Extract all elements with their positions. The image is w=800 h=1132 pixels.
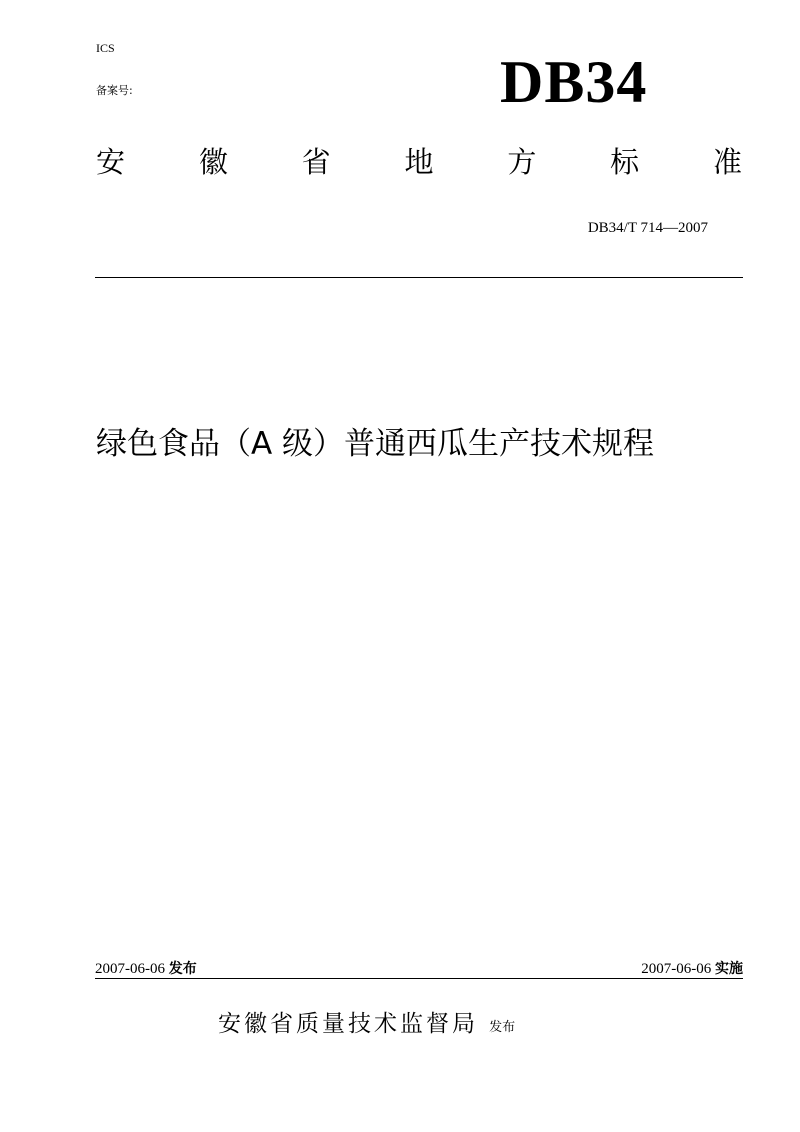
implement-word: 实施 xyxy=(715,961,743,977)
publisher-name: 安徽省质量技术监督局 xyxy=(218,1011,478,1037)
publisher-row xyxy=(218,1005,515,1038)
standard-number: DB34/T 714—2007 xyxy=(587,220,708,236)
standard-code: DB34 xyxy=(500,49,648,115)
standard-type-heading xyxy=(96,145,742,179)
standard-type-char: 省 xyxy=(301,145,331,179)
filing-number-label: 备案号: xyxy=(96,84,133,97)
standard-type-char: 标 xyxy=(610,145,640,179)
implement-date-block xyxy=(641,958,743,978)
dates-row xyxy=(95,958,743,978)
standard-type-char: 准 xyxy=(712,145,742,179)
footer-divider xyxy=(95,978,743,979)
standard-type-char: 徽 xyxy=(198,145,228,179)
publish-word: 发布 xyxy=(489,1020,516,1035)
release-word: 发布 xyxy=(168,961,197,977)
standard-type-char: 地 xyxy=(404,145,434,179)
ics-label: ICS xyxy=(96,41,115,55)
header-divider xyxy=(95,277,743,278)
standard-type-char: 方 xyxy=(507,145,537,179)
standard-type-char: 安 xyxy=(96,145,126,179)
release-date-block xyxy=(95,958,197,978)
release-date: 2007-06-06 xyxy=(95,961,165,977)
document-title: 绿色食品（A 级）普通西瓜生产技术规程 xyxy=(96,426,655,462)
implement-date: 2007-06-06 xyxy=(641,961,712,977)
